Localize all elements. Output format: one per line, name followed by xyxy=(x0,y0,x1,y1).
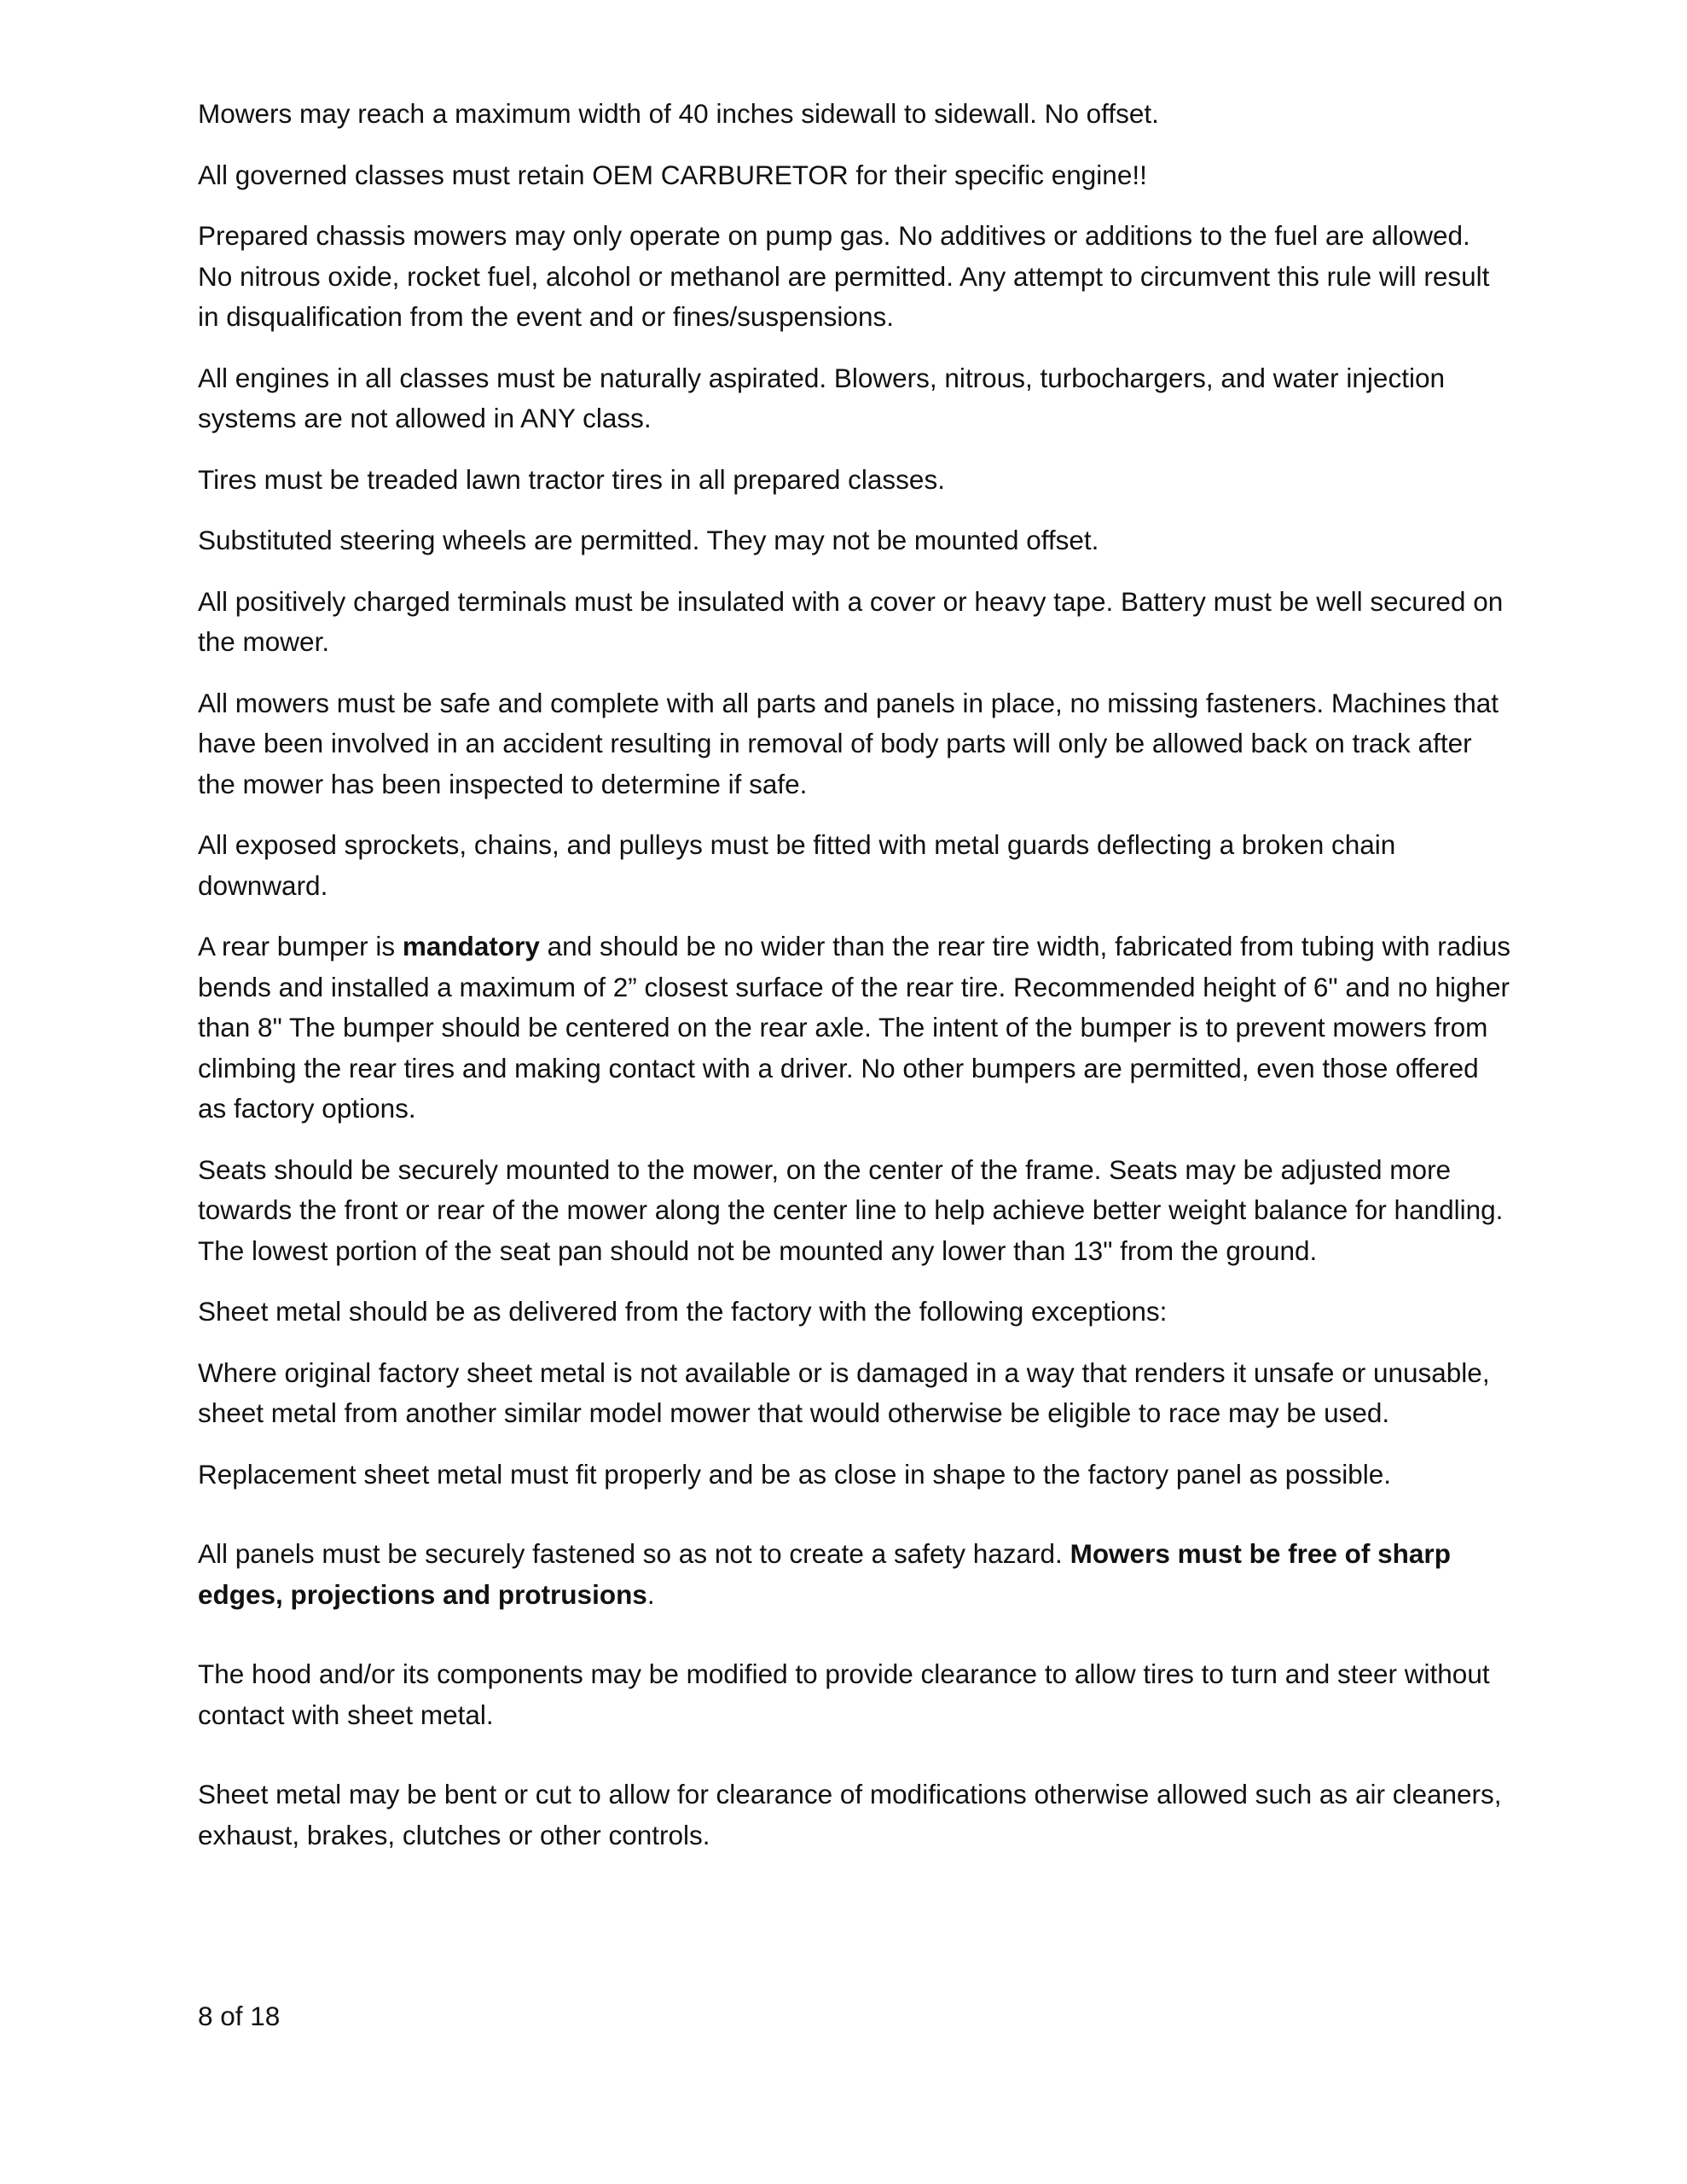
paragraph-sheet-metal-fit xyxy=(198,1455,1511,1496)
emphasis-text: Mowers must be free of sharp edges, projections and protrusions xyxy=(198,1538,1451,1610)
paragraph-text: Replacement sheet metal must fit properly and be as close in shape to the factory panel as possible. xyxy=(198,1458,1392,1490)
paragraph-text: A rear bumper is xyxy=(198,931,403,961)
paragraph-sheet-metal-intro xyxy=(198,1292,1511,1333)
paragraph-sheet-metal-bent xyxy=(198,1774,1511,1856)
paragraph-text: Sheet metal may be bent or cut to allow for clearance of modifications otherwise allowed such as air cleaners, exhaust, brakes, clutches or other controls. xyxy=(198,1779,1502,1850)
paragraph-carburetor-rule xyxy=(198,155,1511,196)
paragraph-hood-clearance xyxy=(198,1654,1511,1735)
paragraph-text: and should be no wider than the rear tire width, fabricated from tubing with radius bends and installed a maximum of 2” closest surface of the rear tire. Recommended height of 6" and no higher than 8" The bumper should be centered on the rear axle. The intent of the bumper is to prevent mowers from climbing the rear tires and making contact with a driver. No other bumpers are permitted, even those offered as factory options. xyxy=(198,931,1511,1124)
paragraph-tires-rule xyxy=(198,460,1511,501)
paragraph-max-width-rule xyxy=(198,94,1511,135)
paragraph-text: Seats should be securely mounted to the mower, on the center of the frame. Seats may be adjusted more towards the front or rear of the mower along the center line to help achieve better weight balance for handling. The lowest portion of the seat pan should not be mounted any lower than 13" from the ground. xyxy=(198,1153,1504,1266)
paragraph-battery-rule xyxy=(198,582,1511,663)
paragraph-text: All exposed sprockets, chains, and pulleys must be fitted with metal guards deflecting a broken chain downward. xyxy=(198,829,1396,901)
paragraph-text: The hood and/or its components may be modified to provide clearance to allow tires to turn and steer without contact with sheet metal. xyxy=(198,1658,1490,1730)
emphasis-text: mandatory xyxy=(402,931,540,961)
paragraph-seats-rule xyxy=(198,1150,1511,1272)
paragraph-text: Sheet metal should be as delivered from the factory with the following exceptions: xyxy=(198,1296,1168,1327)
document-body xyxy=(198,94,1511,1876)
paragraph-steering-rule xyxy=(198,520,1511,561)
paragraph-text: All governed classes must retain OEM CARBURETOR for their specific engine!! xyxy=(198,159,1147,190)
paragraph-panels-fastened xyxy=(198,1534,1511,1615)
paragraph-bumper-rule xyxy=(198,926,1511,1130)
paragraph-text: All positively charged terminals must be insulated with a cover or heavy tape. Battery must be well secured on the mower. xyxy=(198,585,1504,657)
paragraph-guards-rule xyxy=(198,825,1511,906)
paragraph-text: All mowers must be safe and complete with all parts and panels in place, no missing fasteners. Machines that have been involved in an accident resulting in removal of body parts will only be allowed back on track after the mower has been inspected to determine if safe. xyxy=(198,687,1499,799)
paragraph-aspiration-rule xyxy=(198,358,1511,439)
paragraph-text: Mowers may reach a maximum width of 40 inches sidewall to sidewall. No offset. xyxy=(198,98,1159,129)
paragraph-text: Tires must be treaded lawn tractor tires in all prepared classes. xyxy=(198,463,945,495)
page-number: 8 of 18 xyxy=(198,2001,281,2031)
paragraph-text: Prepared chassis mowers may only operate on pump gas. No additives or additions to the fuel are allowed. No nitrous oxide, rocket fuel, alcohol or methanol are permitted. Any attempt to circumvent this rule will result in disqualification from the event and or fines/suspensions. xyxy=(198,220,1490,332)
paragraph-text: . xyxy=(646,1578,655,1610)
paragraph-text: Substituted steering wheels are permitted. They may not be mounted offset. xyxy=(198,525,1099,555)
paragraph-text: All engines in all classes must be naturally aspirated. Blowers, nitrous, turbochargers, and water injection systems are not allowed in ANY class. xyxy=(198,362,1445,433)
paragraph-pump-gas-rule xyxy=(198,216,1511,338)
paragraph-sheet-metal-substitute xyxy=(198,1353,1511,1434)
paragraph-complete-mower-rule xyxy=(198,683,1511,805)
paragraph-text: All panels must be securely fastened so as not to create a safety hazard. xyxy=(198,1538,1070,1569)
paragraph-text: Where original factory sheet metal is not available or is damaged in a way that renders it unsafe or unusable, sheet metal from another similar model mower that would otherwise be eligible to race may be used. xyxy=(198,1356,1490,1428)
